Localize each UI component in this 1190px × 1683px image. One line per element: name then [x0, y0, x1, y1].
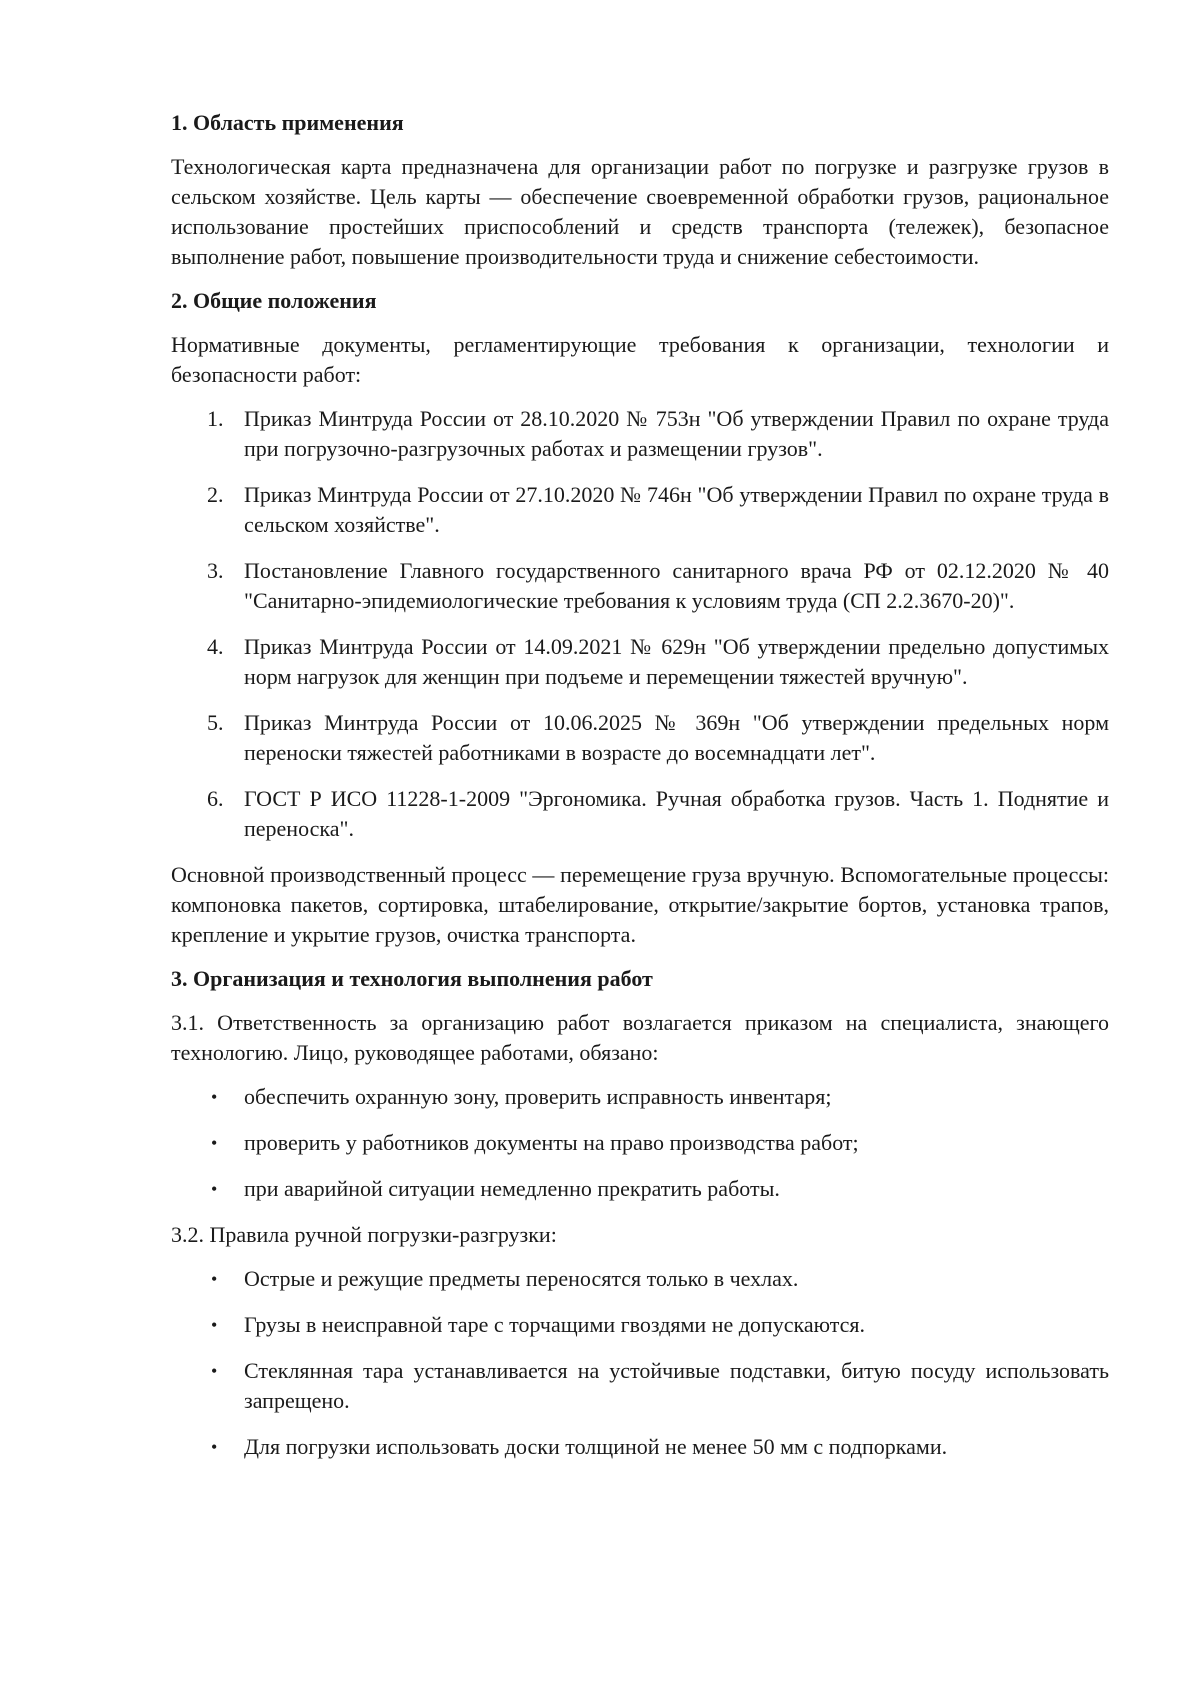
section-2-intro: Нормативные документы, регламентирующие требования к организации, технологии и безопасности работ: — [171, 332, 1109, 387]
list-item-text: Приказ Минтруда России от 14.09.2021 № 629н "Об утверждении предельно допустимых норм нагрузок для женщин при подъеме и перемещении тяжестей вручную". — [244, 634, 1109, 689]
bullet-icon: • — [211, 1437, 218, 1457]
list-item — [171, 632, 1109, 692]
list-item-text: обеспечить охранную зону, проверить исправность инвентаря; — [244, 1084, 832, 1109]
list-item-number: 2. — [207, 482, 224, 507]
list-item-text: при аварийной ситуации немедленно прекратить работы. — [244, 1176, 780, 1201]
list-item-text: Приказ Минтруда России от 10.06.2025 № 369н "Об утверждении предельных норм переноски тяжестей работниками в возрасте до восемнадцати лет". — [244, 710, 1109, 765]
list-item — [171, 1174, 1109, 1204]
list-item-text: Приказ Минтруда России от 27.10.2020 № 746н "Об утверждении Правил по охране труда в сельском хозяйстве". — [244, 482, 1109, 537]
list-item — [171, 556, 1109, 616]
section-3-heading: 3. Организация и технология выполнения работ — [171, 966, 653, 991]
list-item — [171, 480, 1109, 540]
list-item-text: Приказ Минтруда России от 28.10.2020 № 753н "Об утверждении Правил по охране труда при погрузочно-разгрузочных работах и размещении грузов". — [244, 406, 1109, 461]
list-item — [171, 1356, 1109, 1416]
bullet-icon: • — [211, 1361, 218, 1381]
list-item-text: проверить у работников документы на право производства работ; — [244, 1130, 859, 1155]
bullet-icon: • — [211, 1315, 218, 1335]
list-item-text: Стеклянная тара устанавливается на устойчивые подставки, битую посуду использовать запрещено. — [244, 1358, 1109, 1413]
bullet-icon: • — [211, 1087, 218, 1107]
list-item — [171, 1128, 1109, 1158]
list-item — [171, 1432, 1109, 1462]
list-item-number: 3. — [207, 558, 224, 583]
list-item-number: 6. — [207, 786, 224, 811]
list-item — [171, 1082, 1109, 1112]
list-item — [171, 404, 1109, 464]
list-item — [171, 1310, 1109, 1340]
list-item-text: ГОСТ Р ИСО 11228-1-2009 "Эргономика. Ручная обработка грузов. Часть 1. Поднятие и переноска". — [244, 786, 1109, 841]
bullet-icon: • — [211, 1133, 218, 1153]
list-item-number: 5. — [207, 710, 224, 735]
section-1-paragraph: Технологическая карта предназначена для организации работ по погрузке и разгрузке грузов в сельском хозяйстве. Цель карты — обеспечение своевременной обработки грузов, рациональное использование простейших приспособлений и средств транспорта (тележек), безопасное выполнение работ, повышение производительности труда и снижение себестоимости. — [171, 154, 1109, 269]
list-item — [171, 784, 1109, 844]
section-3-2-paragraph: 3.2. Правила ручной погрузки-разгрузки: — [171, 1222, 557, 1247]
bullet-icon: • — [211, 1269, 218, 1289]
section-2-heading: 2. Общие положения — [171, 288, 377, 313]
list-item-number: 4. — [207, 634, 224, 659]
documents-list — [171, 404, 1109, 844]
list-item-text: Грузы в неисправной таре с торчащими гвоздями не допускаются. — [244, 1312, 866, 1337]
list-item-text: Постановление Главного государственного санитарного врача РФ от 02.12.2020 № 40 "Санитарно-эпидемиологические требования к условиям труда (СП 2.2.3670-20)". — [244, 558, 1109, 613]
duties-list — [171, 1082, 1109, 1204]
list-item-text: Острые и режущие предметы переносятся только в чехлах. — [244, 1266, 799, 1291]
list-item-text: Для погрузки использовать доски толщиной не менее 50 мм с подпорками. — [244, 1434, 948, 1459]
list-item — [171, 708, 1109, 768]
document-page — [171, 108, 1109, 1478]
section-3-1-paragraph: 3.1. Ответственность за организацию работ возлагается приказом на специалиста, знающего технологию. Лицо, руководящее работами, обязано: — [171, 1010, 1109, 1065]
rules-list — [171, 1264, 1109, 1462]
bullet-icon: • — [211, 1179, 218, 1199]
list-item — [171, 1264, 1109, 1294]
section-2-process: Основной производственный процесс — перемещение груза вручную. Вспомогательные процессы: компоновка пакетов, сортировка, штабелирование, открытие/закрытие бортов, установка трапов, крепление и укрытие грузов, очистка транспорта. — [171, 862, 1109, 947]
list-item-number: 1. — [207, 406, 224, 431]
section-1-heading: 1. Область применения — [171, 110, 404, 135]
